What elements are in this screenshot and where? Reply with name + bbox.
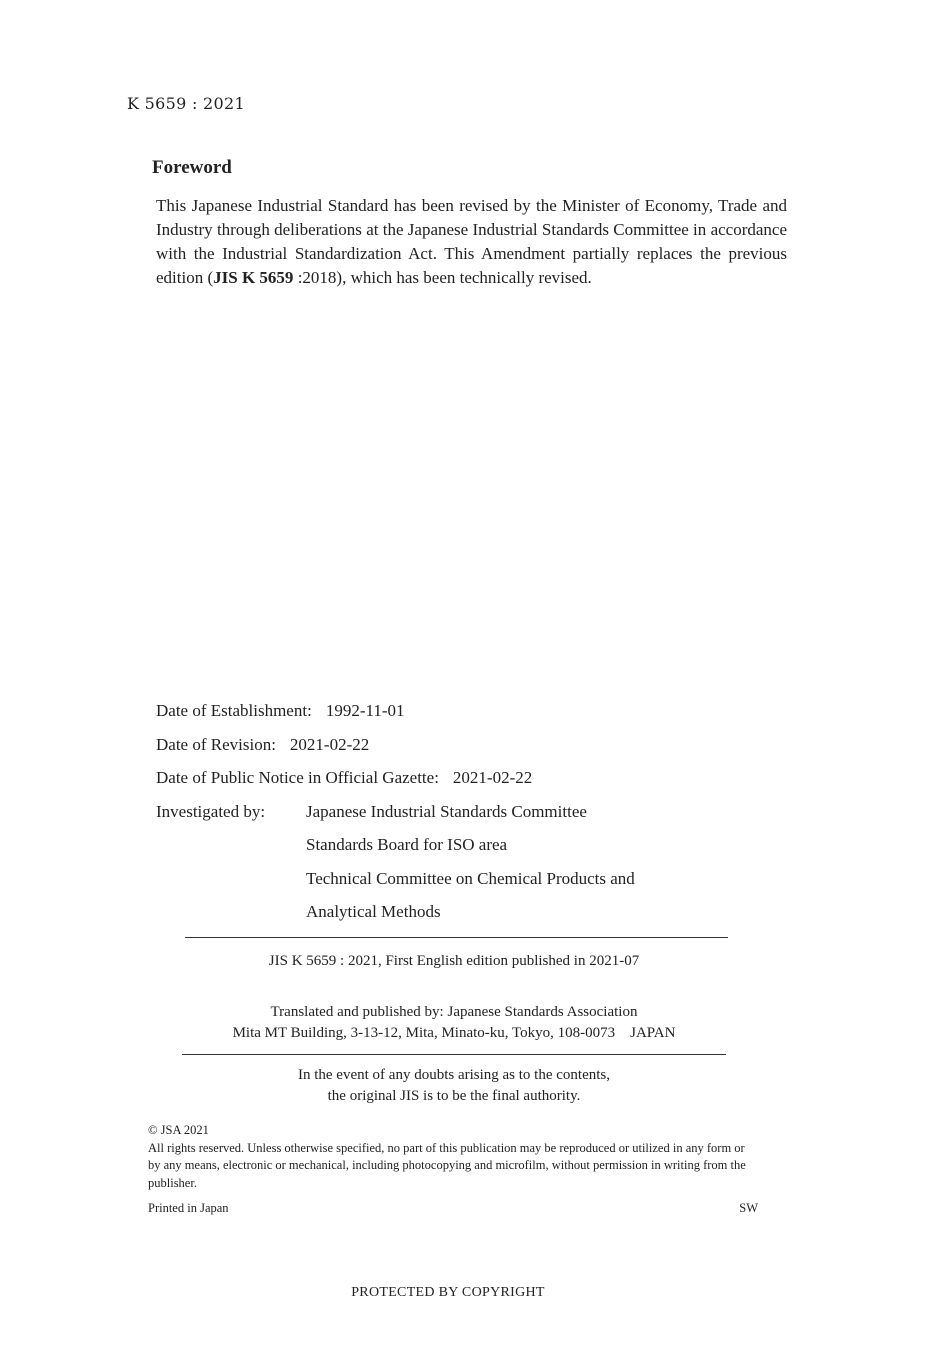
revision-label: Date of Revision: [156, 734, 276, 754]
investigated-row [156, 799, 635, 933]
investigated-line: Technical Committee on Chemical Products and [306, 868, 635, 888]
establishment-label: Date of Establishment: [156, 701, 312, 720]
gazette-value: 2021-02-22 [452, 768, 533, 787]
printer-code: SW [739, 1201, 758, 1215]
establishment-row [156, 698, 635, 732]
doubt-line-2: the original JIS is to be the final authority. [327, 1088, 581, 1104]
copyright-line: © JSA 2021 [148, 1123, 209, 1137]
protected-by-copyright-footer: PROTECTED BY COPYRIGHT [351, 1285, 545, 1300]
standard-code-header: K 5659 : 2021 [127, 94, 245, 113]
previous-edition-reference: JIS K 5659 [213, 268, 294, 287]
revision-value: 2021-02-22 [289, 734, 370, 754]
establishment-value: 1992-11-01 [325, 701, 405, 720]
printed-row [148, 1201, 758, 1216]
doubt-line-1: In the event of any doubts arising as to the contents, [297, 1067, 610, 1083]
revision-row [156, 732, 635, 766]
investigated-line: Analytical Methods [306, 902, 441, 921]
foreword-text-part2: :2018), which has been technically revised. [293, 268, 592, 287]
foreword-body [156, 194, 787, 290]
edition-line: JIS K 5659 : 2021, First English edition published in 2021-07 [268, 953, 640, 969]
investigated-label: Investigated by: [156, 801, 266, 821]
divider-top [185, 937, 728, 938]
publisher-block [180, 1002, 728, 1044]
authority-notice [180, 1065, 728, 1107]
printed-in-label: Printed in Japan [148, 1201, 229, 1215]
translated-line: Translated and published by: Japanese Standards Association [270, 1004, 638, 1020]
investigated-line: Standards Board for ISO area [306, 835, 508, 854]
foreword-text-part1: This Japanese Industrial Standard has been revised by the Minister of Economy, Trade and Industry through deliberations at the Japanese Industrial Standards Committee in accordance with the Industrial Standardization Act. This Amendment partially replaces the previous edition ( [156, 196, 787, 287]
divider-bottom [182, 1054, 726, 1055]
investigated-line: Japanese Industrial Standards Committee [306, 801, 587, 821]
copyright-block [148, 1122, 760, 1192]
foreword-title: Foreword [152, 157, 232, 178]
investigated-list [306, 799, 635, 933]
dates-block [156, 698, 635, 933]
gazette-row [156, 765, 635, 799]
address-line: Mita MT Building, 3-13-12, Mita, Minato-ku, Tokyo, 108-0073 JAPAN [232, 1025, 676, 1041]
gazette-label: Date of Public Notice in Official Gazette: [156, 768, 439, 787]
rights-text: All rights reserved. Unless otherwise specified, no part of this publication may be reproduced or utilized in any form or by any means, electronic or mechanical, including photocopying and microfilm, without permission in writing from the publisher. [148, 1140, 746, 1190]
